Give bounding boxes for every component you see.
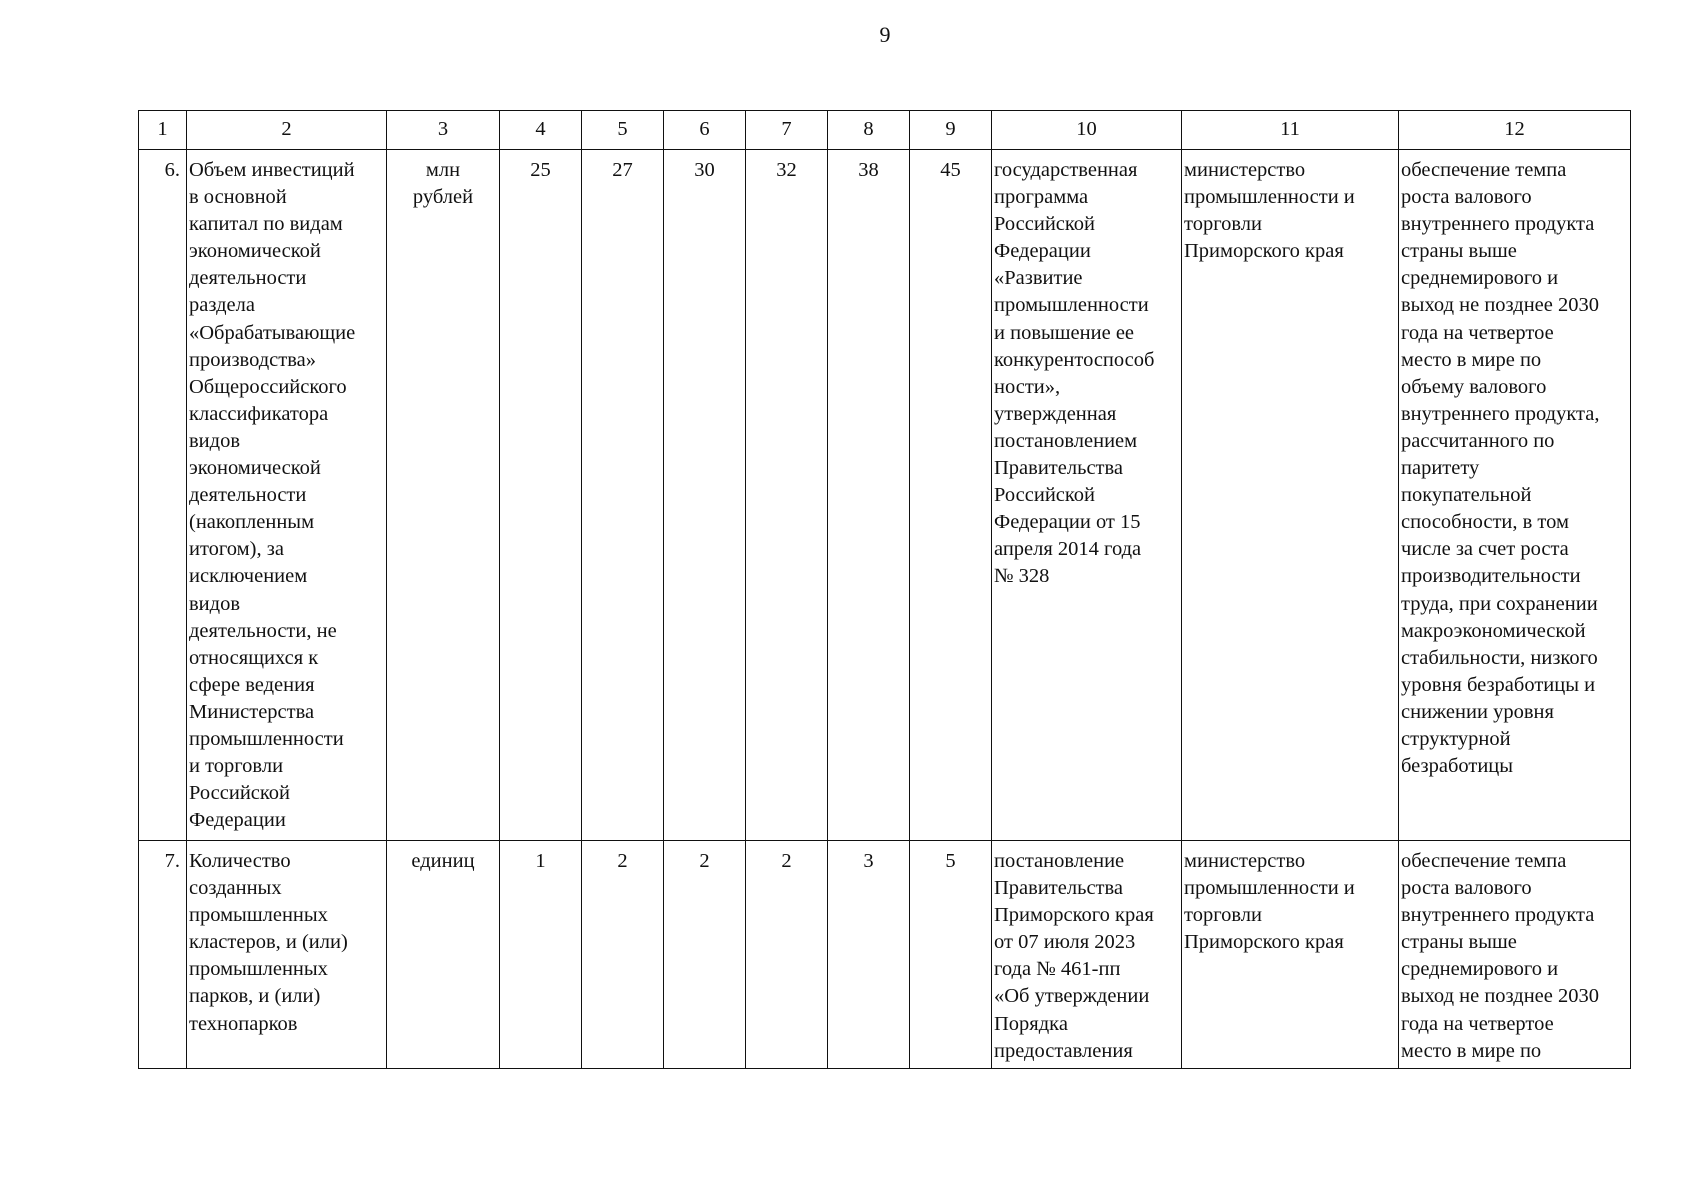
value-cell: 38 <box>828 150 910 841</box>
row-number: 7. <box>139 841 187 1069</box>
column-header: 5 <box>582 111 664 150</box>
column-header: 7 <box>746 111 828 150</box>
column-header: 12 <box>1399 111 1631 150</box>
unit-of-measure: единиц <box>387 841 500 1069</box>
value-cell: 2 <box>746 841 828 1069</box>
column-header: 9 <box>910 111 992 150</box>
responsible-body: министерство промышленности и торговли Приморского края <box>1182 841 1399 1069</box>
value-cell: 27 <box>582 150 664 841</box>
column-header: 4 <box>500 111 582 150</box>
responsible-body: министерство промышленности и торговли Приморского края <box>1182 150 1399 841</box>
row-number: 6. <box>139 150 187 841</box>
value-cell: 30 <box>664 150 746 841</box>
indicator-name: Количество созданных промышленных кластеров, и (или) промышленных парков, и (или) технопарков <box>187 841 387 1069</box>
column-header: 11 <box>1182 111 1399 150</box>
column-header: 3 <box>387 111 500 150</box>
value-cell: 2 <box>582 841 664 1069</box>
table-row <box>139 841 1631 1069</box>
value-cell: 5 <box>910 841 992 1069</box>
column-header: 8 <box>828 111 910 150</box>
national-goal: обеспечение темпа роста валового внутреннего продукта страны выше среднемирового и выход не позднее 2030 года на четвертое место в мире по <box>1399 841 1631 1069</box>
value-cell: 3 <box>828 841 910 1069</box>
column-header: 6 <box>664 111 746 150</box>
value-cell: 1 <box>500 841 582 1069</box>
source-document: постановление Правительства Приморского края от 07 июля 2023 года № 461-пп «Об утверждении Порядка предоставления <box>992 841 1182 1069</box>
table-header-row <box>139 111 1631 150</box>
national-goal: обеспечение темпа роста валового внутреннего продукта страны выше среднемирового и выход не позднее 2030 года на четвертое место в мире по объему валового внутреннего продукта, рассчитанного по паритету покупательной способности, в том числе за счет роста производительности труда, при сохранении макроэкономической стабильности, низкого уровня безработицы и снижении уровня структурной безработицы <box>1399 150 1631 841</box>
value-cell: 32 <box>746 150 828 841</box>
indicators-table <box>138 110 1631 1069</box>
unit-of-measure: млн рублей <box>387 150 500 841</box>
value-cell: 45 <box>910 150 992 841</box>
value-cell: 2 <box>664 841 746 1069</box>
value-cell: 25 <box>500 150 582 841</box>
column-header: 1 <box>139 111 187 150</box>
indicator-name: Объем инвестиций в основной капитал по видам экономической деятельности раздела «Обрабатывающие производства» Общероссийского классификатора видов экономической деятельности (накопленным итогом), за исключением видов деятельности, не относящихся к сфере ведения Министерства промышленности и торговли Российской Федерации <box>187 150 387 841</box>
column-header: 2 <box>187 111 387 150</box>
column-header: 10 <box>992 111 1182 150</box>
page-number: 9 <box>879 22 891 47</box>
table-row <box>139 150 1631 841</box>
source-document: государственная программа Российской Федерации «Развитие промышленности и повышение ее конкурентоспособ ности», утвержденная постановлением Правительства Российской Федерации от 15 апреля 2014 года № 328 <box>992 150 1182 841</box>
